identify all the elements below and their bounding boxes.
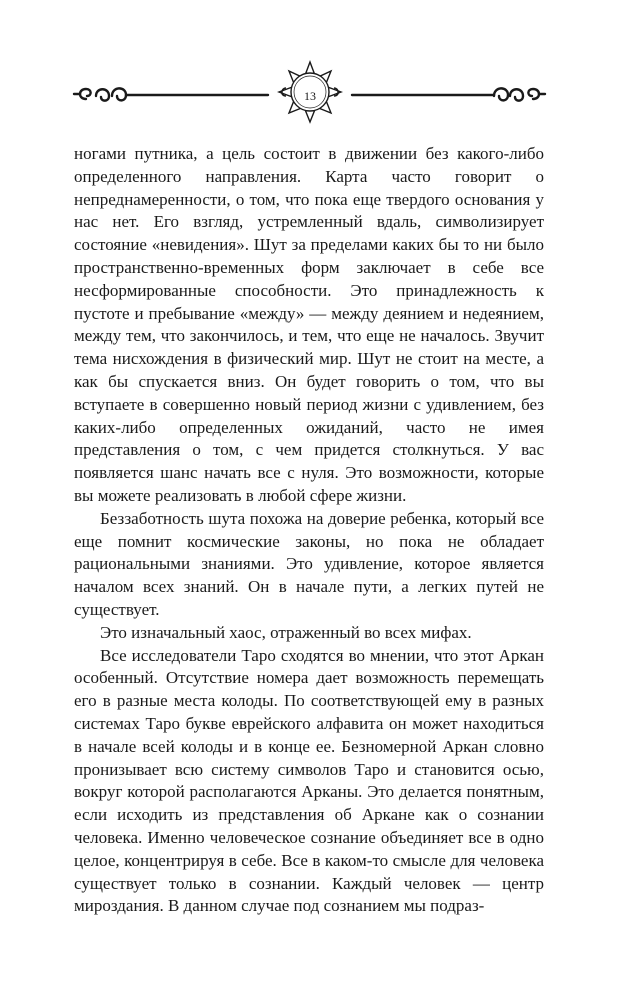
page-number: 13 [304,89,316,103]
paragraph: Беззаботность шута похожа на доверие ребенка, который все еще помнит космические законы, но пока не обладает рациональными знаниями. Это удивление, которое является началом всех знаний. Он в начале пути, а легких путей не существует. [74,508,544,619]
right-curl-ornament [352,88,545,100]
paragraph: ногами путника, а цель состоит в движении без какого-либо определенного направления. Карта часто говорит о непреднамеренности, о том, что пока еще твердого основания у нас нет. Его взгляд, устремленный вдаль, символизирует состояние «невидения». Шут за пределами каких бы то ни было пространственно-временных форм заключает в себе все несформированные способности. Это принадлежность к пустоте и пребывание «между» — между деянием и недеянием, между тем, что закончилось, и тем, что еще не началось. Звучит тема нисхождения в физический мир. Шут не стоит на месте, а как бы спускается вниз. Он будет говорить о том, что вы вступаете в совершенно новый период жизни с удивлением, без каких-либо определенных ожиданий, часто не имея представления о том, с чем придется столкнуться. У вас появляется шанс начать все с нуля. Это возможности, которые вы можете реализовать в любой сфере жизни. [74,144,544,505]
paragraph: Все исследователи Таро сходятся во мнении, что этот Аркан особенный. Отсутствие номера дает возможность перемещать его в разные места колоды. По соответствующей ему в разных системах Таро букве еврейского алфавита он может находиться в начале всей колоды и в конце ее. Безномерной Аркан словно пронизывает всю систему символов Таро и становится осью, вокруг которой располагаются Арканы. Это делается понятным, если исходить из представления об Аркане как о сознании человека. Именно человеческое сознание объединяет все в одно целое, концентрируя в себе. Все в каком-то смысле для человека существует только в сознании. Каждый человек — центр мироздания. В данном случае под сознанием мы подраз- [74,645,544,916]
left-curl-ornament [74,88,268,100]
paragraph: Это изначальный хаос, отраженный во всех мифах. [100,622,472,642]
page-header-ornament [0,52,619,132]
body-text [74,143,544,918]
